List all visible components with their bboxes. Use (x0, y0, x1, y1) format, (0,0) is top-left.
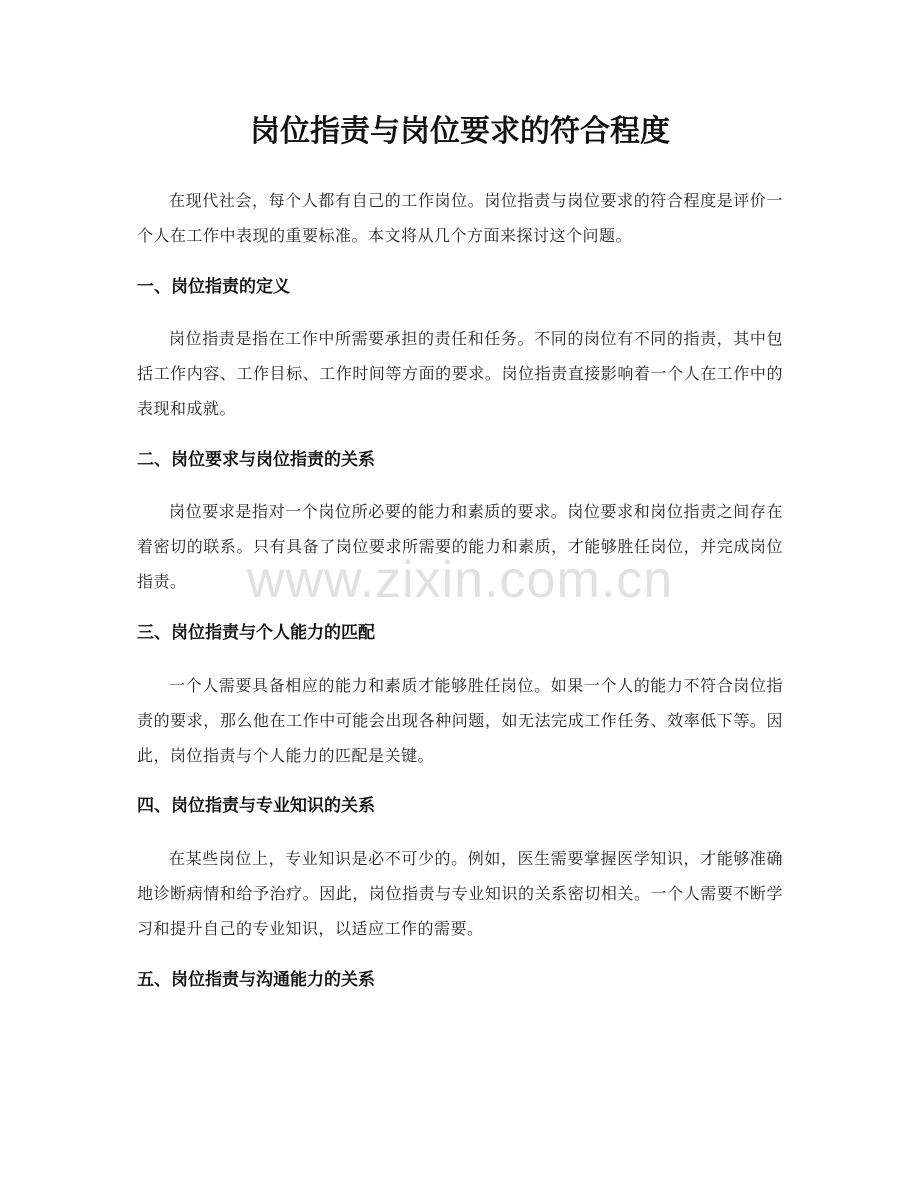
intro-paragraph: 在现代社会，每个人都有自己的工作岗位。岗位指责与岗位要求的符合程度是评价一个人在工作中表现的重要标准。本文将从几个方面来探讨这个问题。 (137, 191, 783, 245)
section-4-heading: 四、岗位指责与专业知识的关系 (137, 796, 375, 816)
document-title: 岗位指责与岗位要求的符合程度 (250, 114, 670, 149)
watermark: www.zixin.com.cn (246, 551, 674, 609)
section-3-heading: 三、岗位指责与个人能力的匹配 (137, 623, 375, 643)
section-2-body: 岗位要求是指对一个岗位所必要的能力和素质的要求。岗位要求和岗位指责之间存在着密切的联系。只有具备了岗位要求所需要的能力和素质，才能够胜任岗位，并完成岗位指责。 (137, 502, 783, 591)
section-3-body: 一个人需要具备相应的能力和素质才能够胜任岗位。如果一个人的能力不符合岗位指责的要求，那么他在工作中可能会出现各种问题，如无法完成工作任务、效率低下等。因此，岗位指责与个人能力的匹配是关键。 (137, 676, 783, 765)
section-2-heading: 二、岗位要求与岗位指责的关系 (137, 450, 375, 470)
section-4-body: 在某些岗位上，专业知识是必不可少的。例如，医生需要掌握医学知识，才能够准确地诊断病情和给予治疗。因此，岗位指责与专业知识的关系密切相关。一个人需要不断学习和提升自己的专业知识，以适应工作的需要。 (137, 849, 783, 938)
section-1-heading: 一、岗位指责的定义 (137, 277, 290, 297)
section-5-heading: 五、岗位指责与沟通能力的关系 (137, 970, 375, 990)
section-1-body: 岗位指责是指在工作中所需要承担的责任和任务。不同的岗位有不同的指责，其中包括工作内容、工作目标、工作时间等方面的要求。岗位指责直接影响着一个人在工作中的表现和成就。 (137, 329, 783, 418)
